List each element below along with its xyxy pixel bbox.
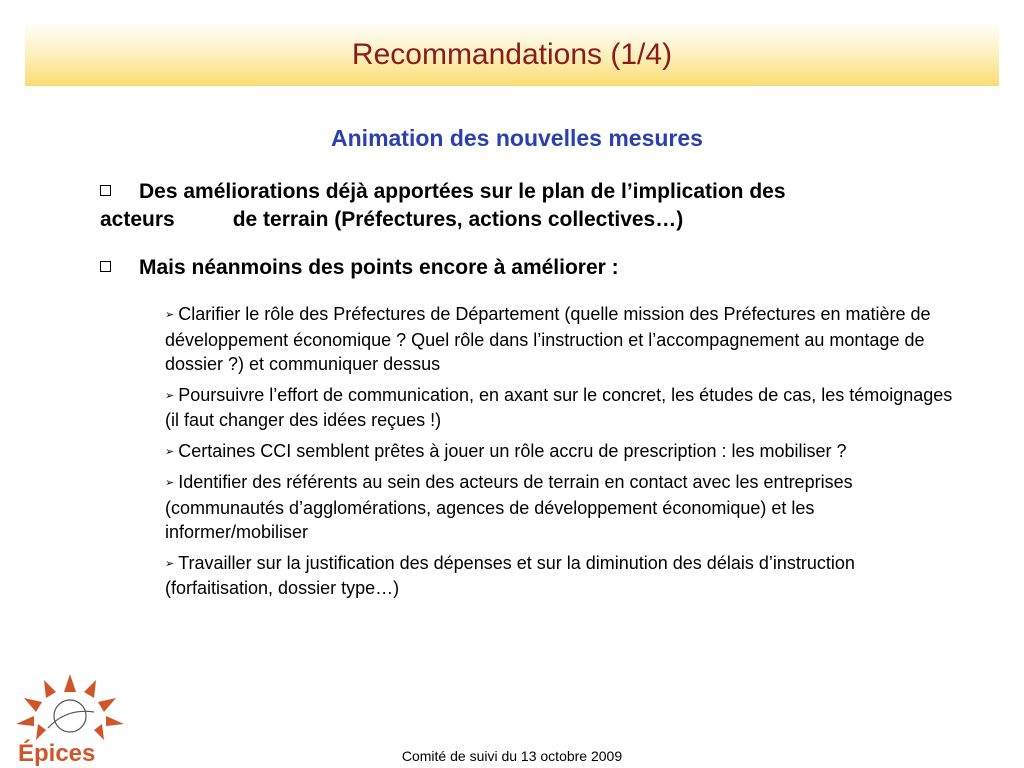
sub-bullet-list (165, 302, 955, 607)
list-item-text: Certaines CCI semblent prêtes à jouer un rôle accru de prescription : les mobiliser ? (178, 440, 847, 461)
list-item (165, 302, 955, 377)
bullet1-line2b: de terrain (Préfectures, actions collectives…) (232, 208, 684, 231)
list-item (165, 470, 955, 545)
hollow-square-icon (100, 261, 111, 272)
slide-subtitle: Animation des nouvelles mesures (331, 125, 703, 151)
bullet-remaining-points (100, 254, 960, 282)
arrowhead-icon: ➢ (165, 477, 175, 489)
list-item-text: Travailler sur la justification des dépenses et sur la diminution des délais d’instruction (forfaitisation, dossier type…) (165, 552, 855, 598)
footer-text: Comité de suivi du 13 octobre 2009 (401, 748, 623, 764)
list-item (165, 383, 955, 433)
bullet1-line1: Des améliorations déjà apportées sur le plan de l’implication des (139, 180, 786, 203)
arrowhead-icon: ➢ (165, 557, 175, 570)
arrowhead-icon: ➢ (165, 445, 175, 458)
title-band (25, 20, 999, 86)
bullet1-line2a: acteurs (100, 208, 175, 231)
arrowhead-icon: ➢ (165, 309, 175, 321)
bullet2-text: Mais néanmoins des points encore à améliorer : (139, 256, 619, 279)
slide-title: Recommandations (1/4) (351, 38, 673, 71)
hollow-square-icon (100, 185, 111, 196)
bullet-improvements (100, 178, 960, 234)
list-item-text: Poursuivre l’effort de communication, en axant sur le concret, les études de cas, les témoignages (il faut changer des idées reçues !) (165, 384, 953, 430)
logo-text: Épices (18, 740, 96, 766)
list-item-text: Identifier des référents au sein des acteurs de terrain en contact avec les entreprises (communautés d’agglomérations, agences de développement économique) et les informer/mobiliser (165, 472, 853, 542)
list-item-text: Clarifier le rôle des Préfectures de Département (quelle mission des Préfectures en matière de développement économique ? Quel rôle dans l’instruction et l’accompagnement au montage de dossier ?) et communiquer dessus (165, 304, 931, 374)
list-item (165, 551, 955, 601)
list-item (165, 439, 955, 465)
arrowhead-icon: ➢ (165, 389, 175, 402)
